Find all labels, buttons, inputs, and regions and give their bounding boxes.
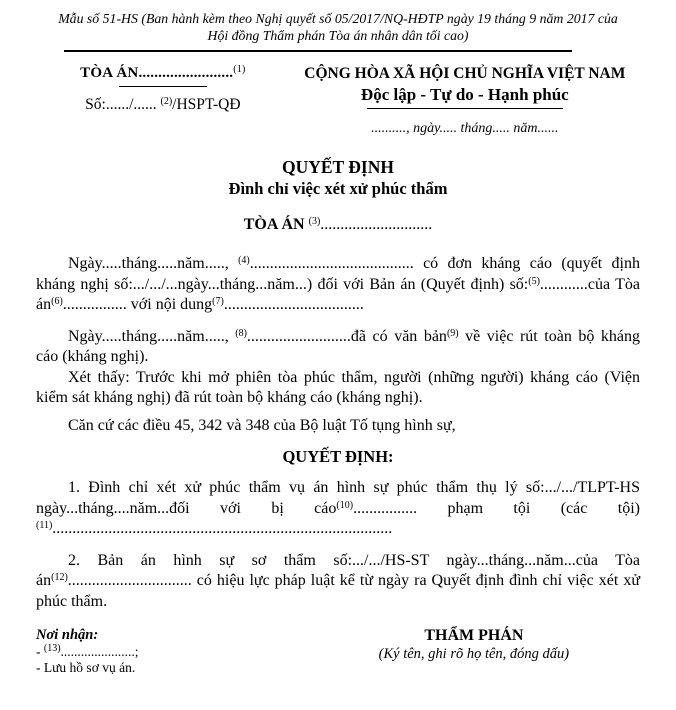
title-sub: Đình chỉ việc xét xử phúc thẩm [228,179,448,198]
para2-text: về việc rút toàn bộ kháng cáo (kháng nghị). [36,327,640,365]
recipient-item-2: - Lưu hồ sơ vụ án. [36,660,136,675]
item2-text: ............................... có hiệu lực pháp luật kể từ ngày ra Quyết định đình chỉ việc xét xử phúc thẩm. [36,572,640,610]
national-motto-line1: CỘNG HÒA XÃ HỘI CHỦ NGHĨA VIỆT NAM [304,65,626,82]
para1-text: ......................................... có đơn kháng cáo (quyết định kháng nghị số:.../.../...ngày...tháng...năm...) đối với Bản án (Quyết định) số: [36,255,640,293]
signature-title: THẨM PHÁN [424,627,524,644]
form-note [36,10,640,44]
paragraph-findings: Xét thấy: Trước khi mở phiên tòa phúc thẩm, người (những người) kháng cáo (Viện kiểm sát kháng nghị) đã rút toàn bộ kháng cáo (kháng nghị). [36,368,640,406]
footnote-ref-1: (1) [233,64,246,75]
title-main: QUYẾT ĐỊNH [282,157,394,177]
signature-block [308,627,640,677]
footnote-ref-5: (5) [528,275,540,287]
issuing-court-dots: ............................ [320,216,433,233]
motto-underline [367,108,563,109]
recipient1-dots: ......................; [60,643,139,659]
decision-heading: QUYẾT ĐỊNH: [282,447,394,466]
decision-item-2 [36,551,640,613]
form-note-line1: Mẫu số 51-HS (Ban hành kèm theo Nghị quyết số 05/2017/NQ-HĐTP ngày 19 tháng 9 năm 2017 của [58,11,618,26]
court-label: TÒA ÁN [80,65,139,81]
item1-text: 1. Đình chỉ xét xử phúc thẩm vụ án hình sự phúc thẩm thụ lý số:.../.../TLPT-HS ngày...tháng....năm...đối với bị cáo [36,479,640,517]
item2-text: 2. Bản án hình sự sơ thẩm số:.../.../HS-ST ngày...tháng...năm...của Tòa án [36,551,640,589]
footnote-ref-10: (10) [336,499,354,511]
court-name-dots: ........................ [138,65,234,81]
national-motto-line2: Độc lập - Tự do - Hạnh phúc [360,85,569,104]
footnote-ref-2: (2) [160,96,173,107]
form-note-line2: Hội đồng Thẩm phán Tòa án nhân dân tối cao) [207,28,469,43]
signature-note: (Ký tên, ghi rõ họ tên, đóng dấu) [378,646,570,662]
para2-text: ..........................đã có văn bản [246,327,447,345]
header-divider [64,50,572,52]
footnote-ref-12: (12) [51,572,68,583]
issuing-court-label: TÒA ÁN [243,216,309,233]
decision-item-1 [36,478,640,540]
issuing-court-line [36,216,640,234]
recipient-item-1 [36,644,308,661]
recipients-label: Nơi nhận: [36,627,99,643]
recipient1-dash: - [36,643,44,659]
document-footer [36,627,640,677]
court-name-line [36,65,290,82]
paragraph-legal-basis: Căn cứ các điều 45, 342 và 348 của Bộ luật Tố tụng hình sự, [68,416,456,434]
footnote-ref-13: (13) [43,642,61,654]
document-number-suffix: /HSPT-QĐ [172,96,241,113]
date-place-line: .........., ngày..... tháng..... năm...... [371,121,559,136]
para2-text: Ngày.....tháng.....năm....., [68,327,236,345]
footnote-ref-9: (9) [446,327,459,339]
paragraph-appeal-filed [36,254,640,316]
footnote-ref-7: (7) [212,296,224,307]
court-header-block [36,65,290,137]
footnote-ref-6: (6) [51,296,63,307]
para1-text: Ngày.....tháng.....năm....., [68,255,239,272]
para1-text: ................ với nội dung [62,296,213,313]
item1-text: ................ phạm tội (các tội) [353,499,640,517]
recipients-block [36,627,308,677]
footnote-ref-11: (11) [36,520,53,531]
footnote-ref-4: (4) [238,255,250,266]
paragraph-withdrawal-document [36,327,640,368]
document-number-line [36,96,290,114]
document-title [36,157,640,199]
footnote-ref-3: (3) [308,216,321,227]
court-name-underline [119,86,207,87]
item1-text: ..................................................................................... [52,520,393,537]
footnote-ref-8: (8) [235,327,247,339]
document-number-prefix: Số:....../...... [85,96,161,113]
document-header [36,65,640,137]
para1-text: ............của Tòa án [36,275,640,313]
national-header-block [290,65,640,137]
para1-text: ................................... [223,296,364,313]
